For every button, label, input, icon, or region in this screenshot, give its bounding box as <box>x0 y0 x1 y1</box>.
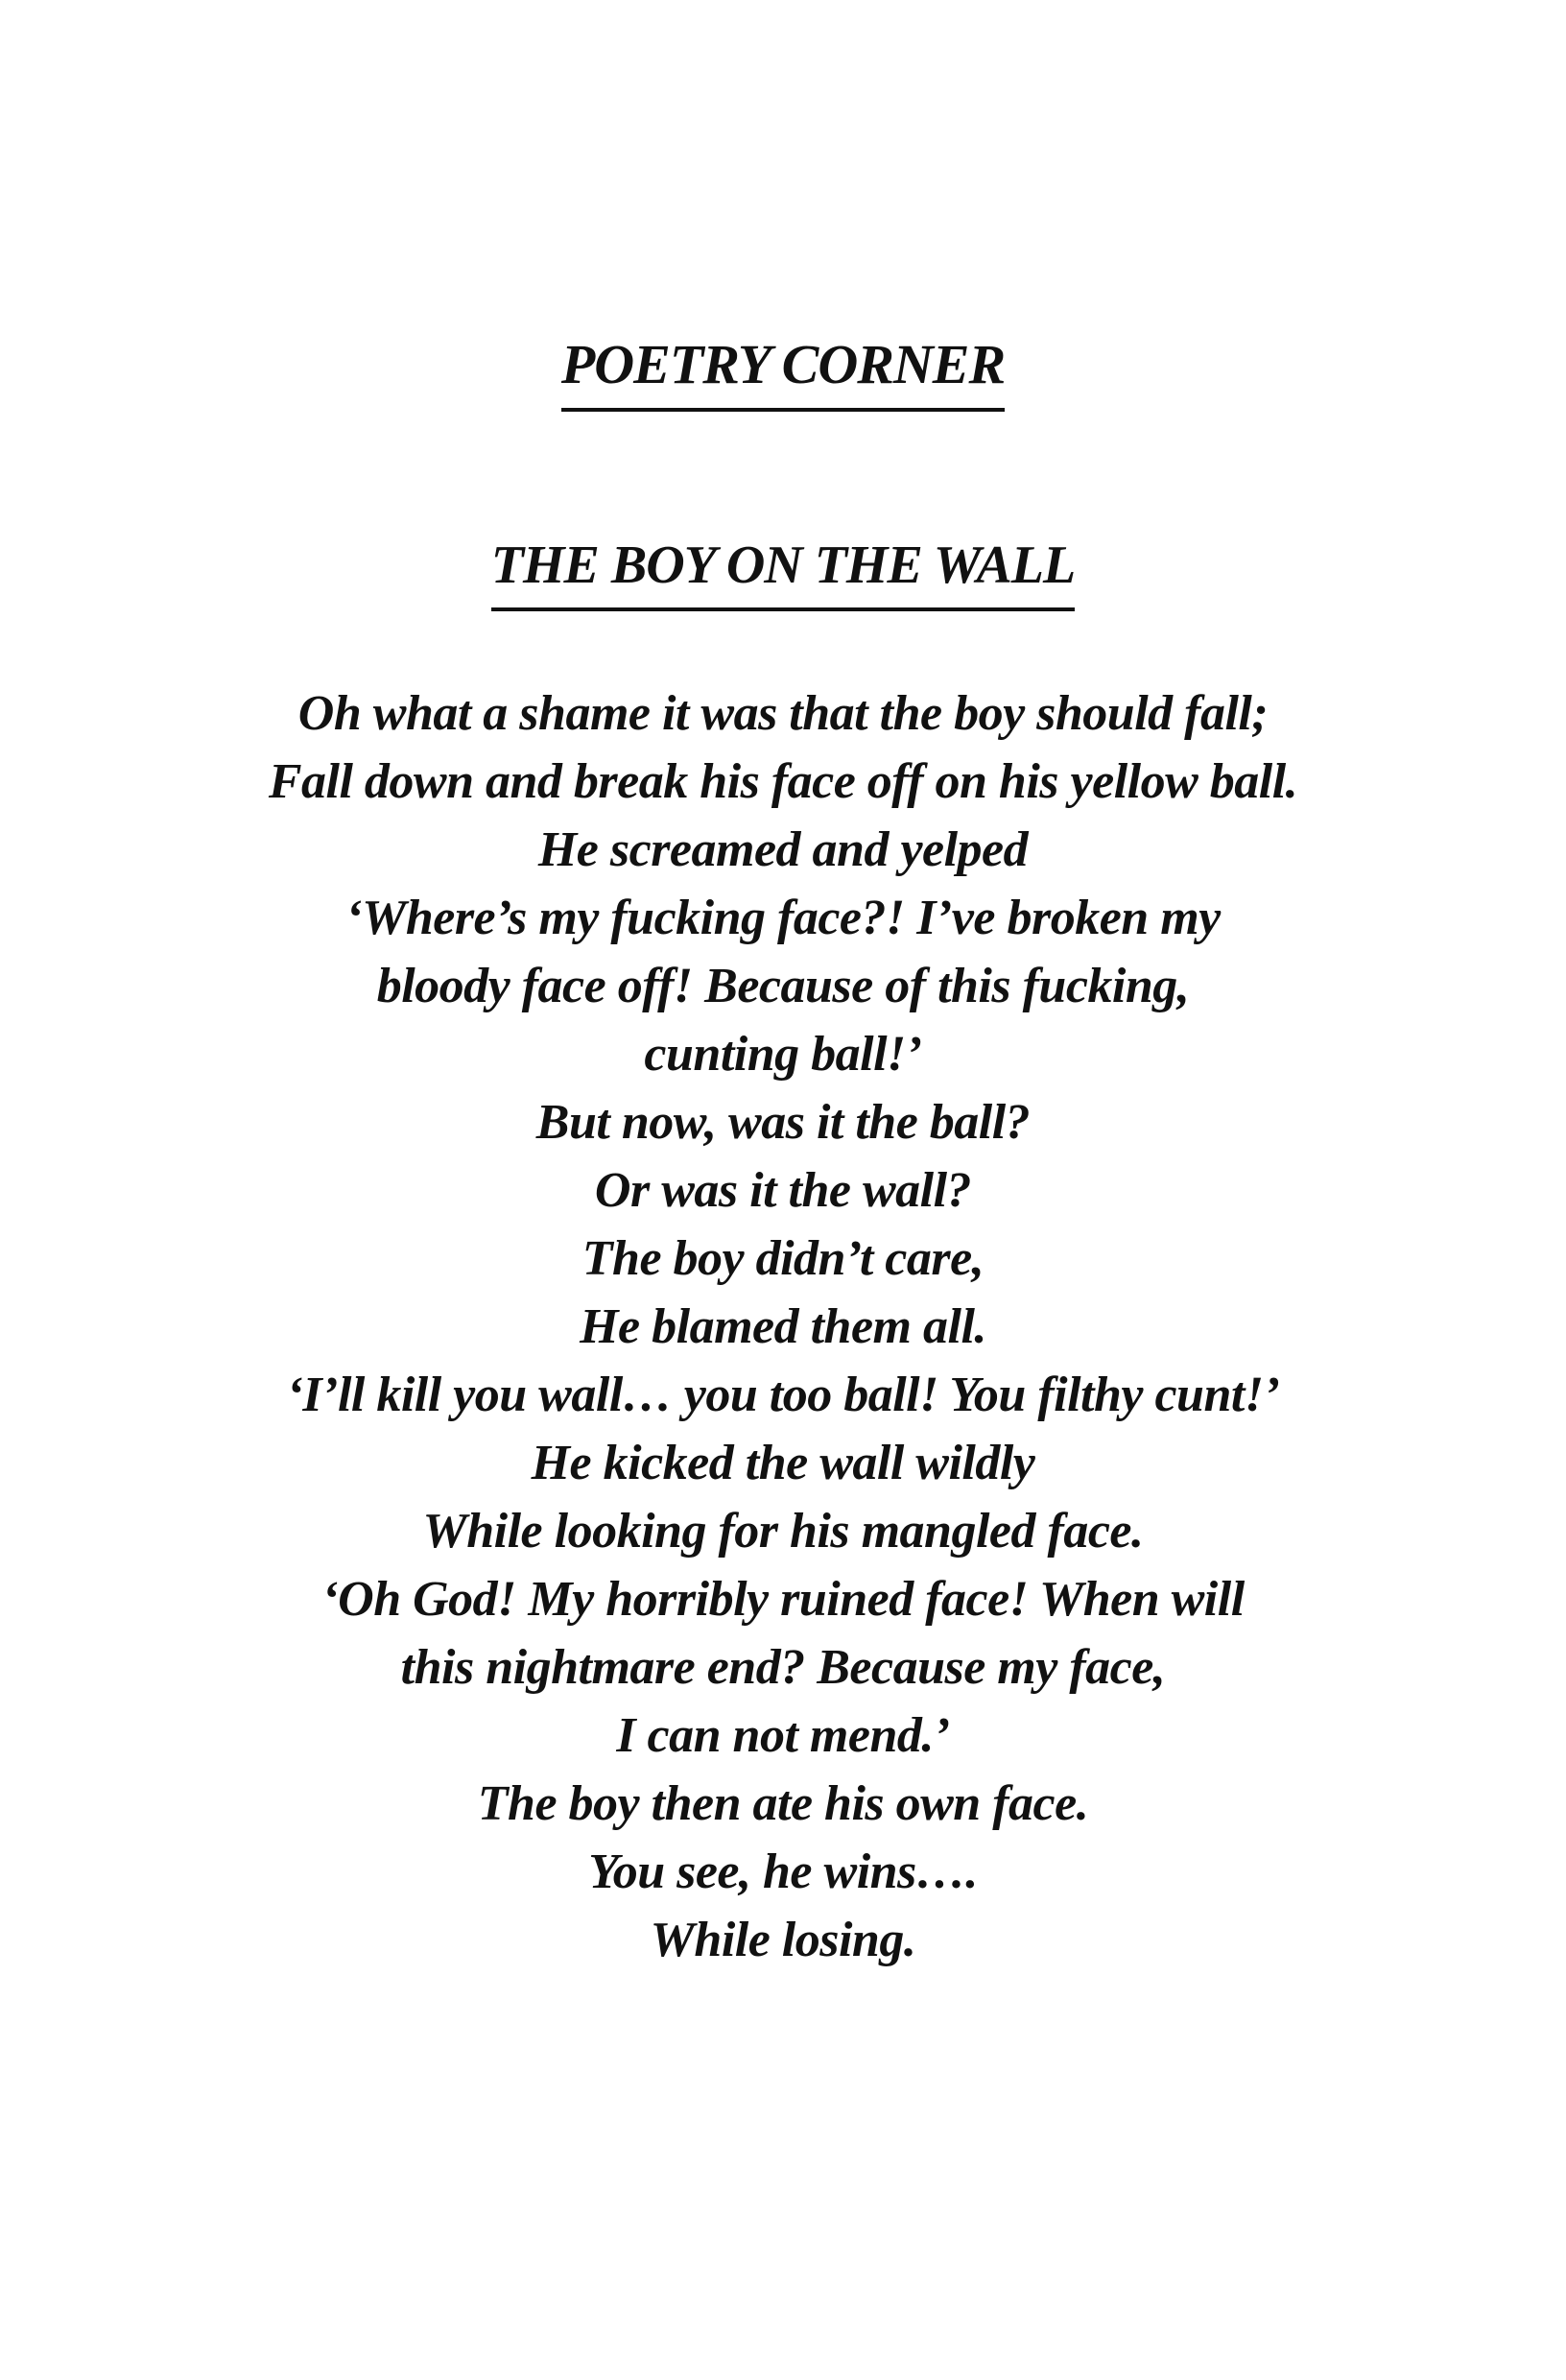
poem-title <box>0 533 1566 611</box>
section-title-text: POETRY CORNER <box>561 331 1005 412</box>
poem-line: ‘Where’s my fucking face?! I’ve broken my <box>345 891 1221 945</box>
poem-line: Or was it the wall? <box>594 1163 972 1218</box>
poem-line: He kicked the wall wildly <box>531 1436 1035 1490</box>
section-title <box>0 331 1566 412</box>
poem-line: Fall down and break his face off on his yellow ball. <box>268 754 1298 809</box>
poem-line: He blamed them all. <box>580 1299 986 1354</box>
poem-line: The boy didn’t care, <box>581 1231 985 1286</box>
poem-line: While looking for his mangled face. <box>422 1504 1144 1559</box>
poem-line: bloody face off! Because of this fucking, <box>376 959 1190 1013</box>
poem-line: ‘I’ll kill you wall… you too ball! You filthy cunt!’ <box>286 1368 1280 1422</box>
poem-line: I can not mend.’ <box>616 1708 950 1763</box>
poem-line: Oh what a shame it was that the boy should fall; <box>297 686 1269 741</box>
poem-line: The boy then ate his own face. <box>477 1776 1089 1831</box>
poem-title-text: THE BOY ON THE WALL <box>491 533 1075 611</box>
poem-line: this nightmare end? Because my face, <box>400 1640 1166 1695</box>
poem-line: cunting ball!’ <box>644 1027 922 1082</box>
poem-line: You see, he wins…. <box>588 1844 978 1899</box>
poem-line: He screamed and yelped <box>537 822 1029 877</box>
poem-body <box>0 679 1566 1974</box>
poem-line: ‘Oh God! My horribly ruined face! When will <box>321 1572 1245 1627</box>
poem-line: But now, was it the ball? <box>535 1095 1031 1150</box>
poem-line: While losing. <box>650 1913 916 1967</box>
